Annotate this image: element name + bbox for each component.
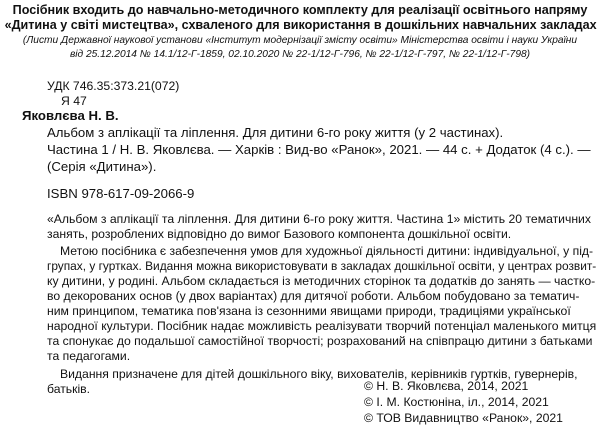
annotation-line-7: ним принципом, тематика пов'язана із сезонними явищами природи, традиціями української — [47, 304, 571, 318]
annotation-line-1: «Альбом з аплікації та ліплення. Для дитини 6-го року життя. Частина 1» містить 20 тематичних — [47, 212, 591, 226]
description-line-2: Частина 1 / Н. В. Яковлєва. — Харків : Вид-во «Ранок», 2021. — 44 с. + Додаток (4 с.). — — [47, 142, 591, 157]
annotation-line-12: батьків. — [47, 382, 91, 396]
annotation-line-5: ку дитини, у родині. Альбом складається із методичних сторінок та додатків до занять — частко- — [47, 274, 596, 288]
annotation-line-11: Видання призначене для дітей дошкільного віку, вихователів, керівників гуртків, гувернерів, — [60, 367, 578, 381]
approval-note-line-1: (Листи Державної наукової установи «Інститут модернізації змісту освіти» Міністерства освіти і науки України — [22, 35, 578, 46]
annotation-line-9: та спонукає до подальшої самостійної творчості; розрахований на співпрацю дитини з батьками — [47, 334, 593, 348]
copyright-illustrator: © І. М. Костюніна, іл., 2014, 2021 — [364, 395, 549, 409]
author-sign: Я 47 — [61, 94, 87, 108]
annotation-line-6: во декорованих основ (у двох варіантах) для дитячої роботи. Альбом побудовано за тематич- — [47, 289, 580, 303]
udk-code: УДК 746.35:373.21(072) — [47, 79, 180, 93]
copyright-author: © Н. В. Яковлєва, 2014, 2021 — [364, 379, 529, 393]
copyright-publisher: © ТОВ Видавництво «Ранок», 2021 — [364, 411, 563, 425]
annotation-line-8: народної культури. Посібник надає можливість реалізувати творчий потенціал маленького митця — [47, 319, 597, 333]
annotation-line-4: групах, у гуртках. Видання можна використовувати в закладах дошкільної освіти, у центрах розвит- — [47, 259, 597, 273]
approval-header-line-1: Посібник входить до навчально-методичного комплекту для реалізації освітнього напряму — [12, 3, 588, 17]
description-line-1: Альбом з аплікації та ліплення. Для дитини 6-го року життя (у 2 частинах). — [47, 125, 504, 140]
approval-note-line-2: від 25.12.2014 № 14.1/12-Г-1859, 02.10.2020 № 22-1/12-Г-796, № 22-1/12-Г-797, № 22-1/12-Г-798) — [69, 49, 531, 60]
author-name: Яковлєва Н. В. — [22, 108, 119, 123]
annotation-line-10: та педагогами. — [47, 349, 131, 363]
description-line-3: (Серія «Дитина»). — [47, 159, 157, 174]
annotation-line-3: Метою посібника є забезпечення умов для художньої діяльності дитини: індивідуальної, у під- — [60, 244, 594, 258]
approval-header-line-2: «Дитина у світі мистецтва», схваленого для використання в дошкільних навчальних закладах — [4, 18, 597, 32]
annotation-line-2: занять, розроблених відповідно до вимог Базового компонента дошкільної освіти. — [47, 227, 512, 241]
isbn: ISBN 978-617-09-2066-9 — [47, 186, 195, 201]
